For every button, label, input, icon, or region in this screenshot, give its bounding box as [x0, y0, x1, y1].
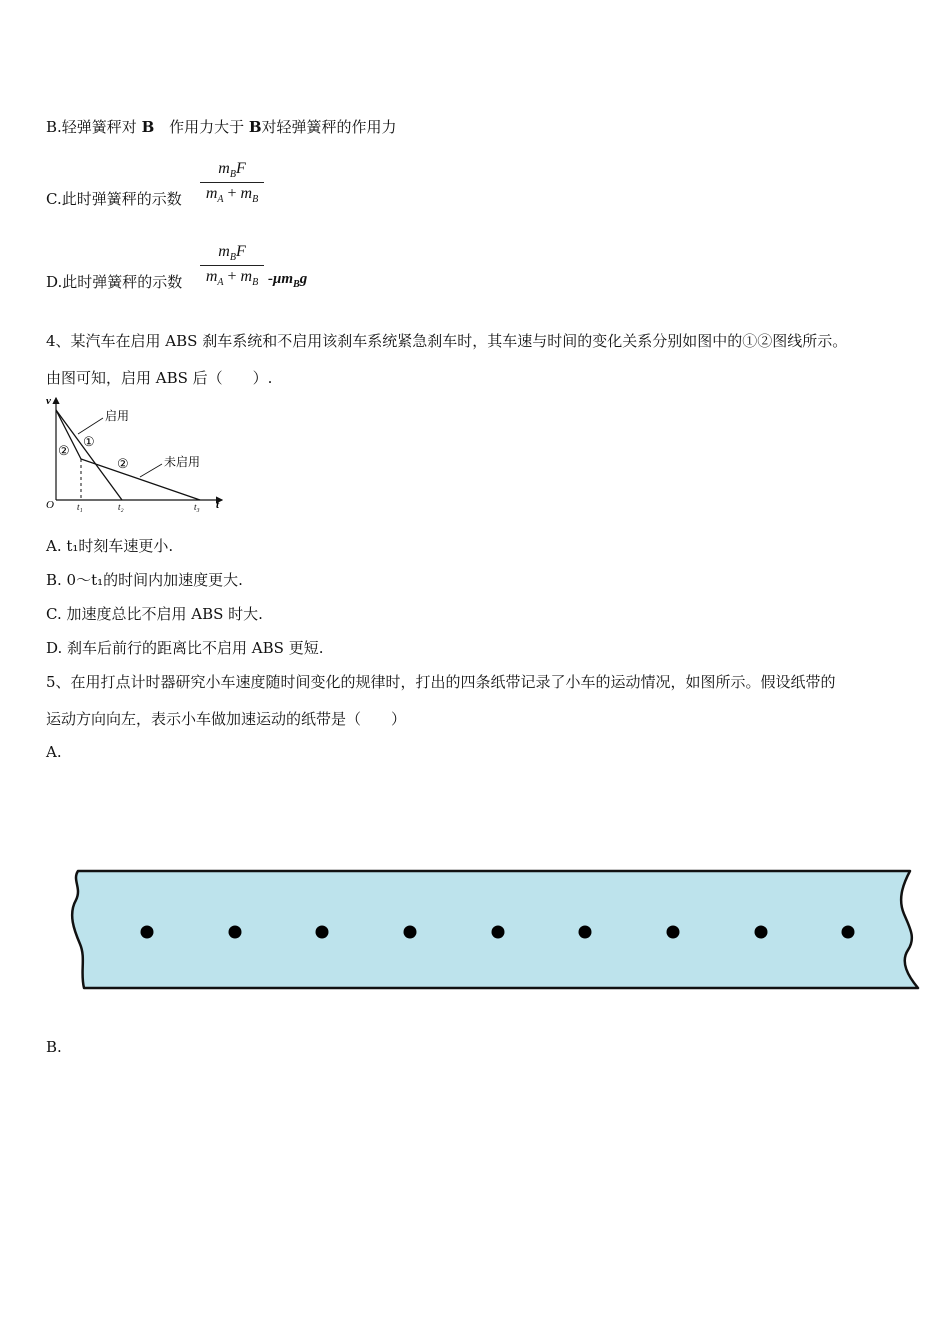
- leader-on: [78, 418, 103, 434]
- question-5-line2: 运动方向向左，表示小车做加速运动的纸带是（ ）: [46, 710, 407, 728]
- bold-b: B: [248, 118, 262, 136]
- tape-dot: [404, 926, 417, 939]
- bold-b: B: [141, 118, 155, 136]
- vt-graph: [40, 392, 230, 516]
- circle-2b-label: ②: [117, 456, 129, 471]
- option-b-q3: [46, 116, 397, 137]
- question-5-line1: 5、在用打点计时器研究小车速度随时间变化的规律时，打出的四条纸带记录了小车的运动情况，如图所示。假设纸带的: [46, 673, 836, 691]
- t3-label: t₃: [194, 502, 200, 512]
- option-c-q3: [46, 188, 182, 209]
- paper-tape-a: [62, 862, 928, 996]
- fraction-denominator: $m_A + m_B$: [205, 268, 259, 289]
- q4-option-c: C. 加速度总比不启用 ABS 时大.: [46, 605, 263, 623]
- t-label: t: [216, 499, 220, 511]
- question-4-line2: 由图可知，启用 ABS 后（ ）.: [46, 369, 273, 387]
- tape-dot: [667, 926, 680, 939]
- q4-option-d: D. 刹车后前行的距离比不启用 ABS 更短.: [46, 639, 324, 657]
- tape-dot: [842, 926, 855, 939]
- fraction-numerator: $m_BF$: [218, 160, 246, 181]
- q4-option-a: A. t₁时刻车速更小.: [46, 537, 174, 555]
- option-d-suffix: $-\mu m_Bg$: [268, 271, 308, 290]
- option-text: 此时弹簧秤的示数: [61, 190, 182, 208]
- fraction-bar: [200, 182, 264, 183]
- option-letter: C.: [46, 190, 62, 208]
- option-letter: D.: [46, 273, 63, 291]
- tape-dot: [579, 926, 592, 939]
- option-d-q3: [46, 271, 182, 292]
- origin-label: O: [46, 499, 54, 511]
- q5-option-b: B.: [46, 1038, 62, 1056]
- tape-dot: [316, 926, 329, 939]
- v-label: v: [46, 395, 51, 407]
- tape-dot: [229, 926, 242, 939]
- leader-off: [140, 464, 162, 477]
- q4-option-b: B. 0～t₁的时间内加速度更大.: [46, 571, 243, 589]
- t2-label: t₂: [118, 502, 124, 512]
- option-letter: B.: [46, 118, 62, 136]
- label-on: 启用: [105, 409, 130, 423]
- circle-2-label: ②: [58, 443, 70, 458]
- option-text: 对轻弹簧秤的作用力: [261, 118, 397, 136]
- circle-1-label: ①: [83, 434, 95, 449]
- option-text: 轻弹簧秤对: [61, 118, 137, 136]
- label-off: 未启用: [164, 455, 201, 469]
- fraction-denominator: $m_A + m_B$: [205, 185, 259, 206]
- option-text: 作用力大于: [169, 118, 245, 136]
- fraction-bar: [200, 265, 264, 266]
- tape-dot: [492, 926, 505, 939]
- tape-dot: [755, 926, 768, 939]
- fraction-c: [200, 160, 264, 205]
- fraction-d: [200, 243, 264, 288]
- question-4-line1: 4、某汽车在启用 ABS 刹车系统和不启用该刹车系统紧急刹车时，其车速与时间的变化关系分别如图中的①②图线所示。: [46, 332, 848, 350]
- tape-dot: [141, 926, 154, 939]
- option-text: 此时弹簧秤的示数: [62, 273, 183, 291]
- fraction-numerator: $m_BF$: [218, 243, 246, 264]
- q5-option-a: A.: [46, 743, 62, 761]
- t1-label: t₁: [77, 502, 83, 512]
